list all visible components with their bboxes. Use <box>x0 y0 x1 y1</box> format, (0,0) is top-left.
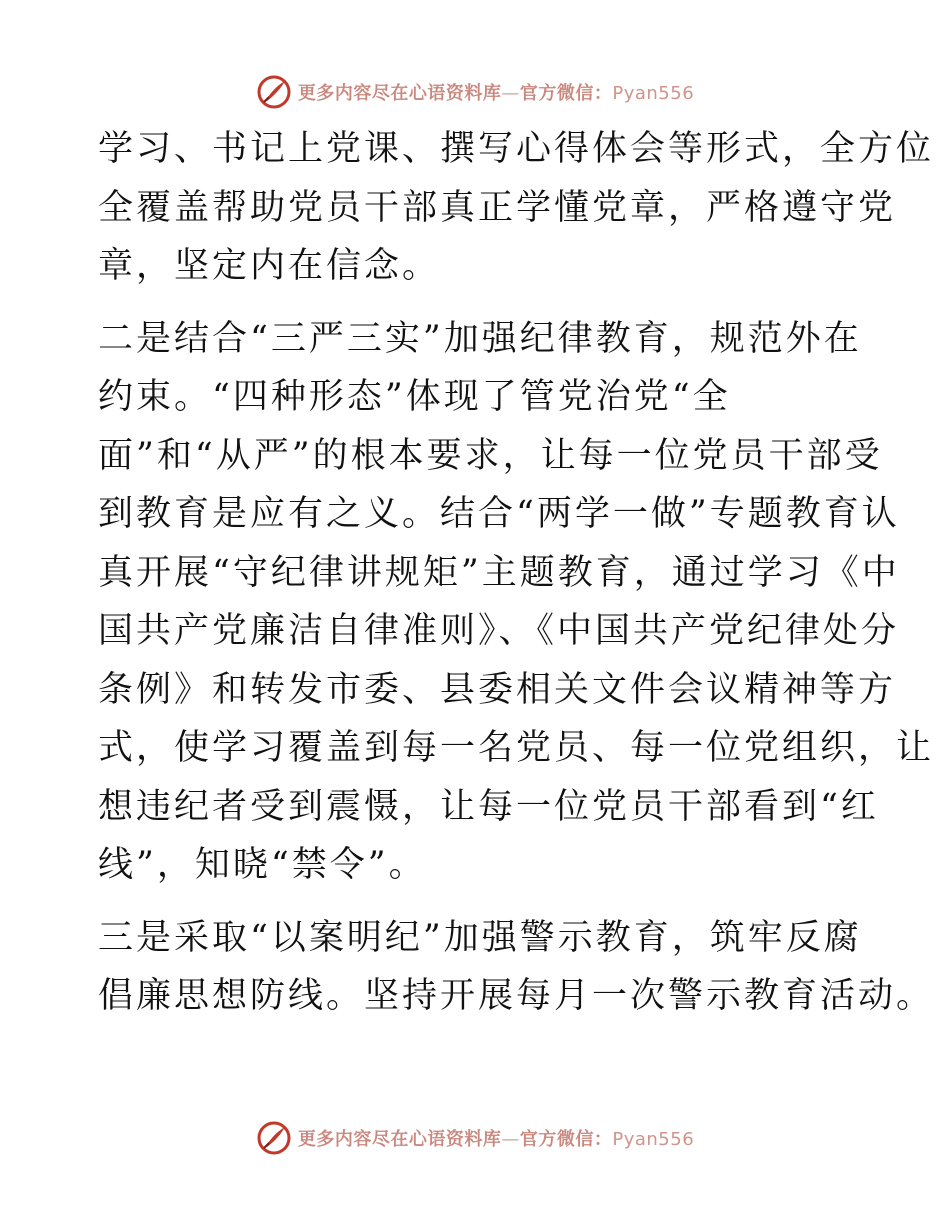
text-line: 到教育是应有之义。结合“两学一做”专题教育认 <box>98 494 900 534</box>
paragraph-1 <box>98 120 935 296</box>
text-line: 三是采取“以案明纪”加强警示教育，筑牢反腐 <box>98 917 862 958</box>
quill-logo-icon <box>256 74 292 110</box>
text-line: 学习、书记上党课、撰写心得体会等形式，全方位 <box>98 129 935 169</box>
watermark-account: Pyan556 <box>612 83 695 104</box>
text-line: 想违纪者受到震慑，让每一位党员干部看到“红 <box>98 786 879 827</box>
text-line: 二是结合“三严三实”加强纪律教育，规范外在 <box>98 318 862 359</box>
text-line: 国共产党廉洁自律准则》、《中国共产党纪律处分 <box>98 611 900 651</box>
watermark-separator: — <box>501 1129 520 1150</box>
text-line: 线”，知晓“禁令”。 <box>98 845 427 885</box>
text-line: 约束。“四种形态”体现了管党治党“全 <box>98 377 731 417</box>
text-line: 章，坚定内在信念。 <box>98 246 441 286</box>
header-watermark <box>0 72 950 112</box>
watermark-label: 官方微信： <box>519 1129 613 1150</box>
text-line: 倡廉思想防线。坚持开展每月一次警示教育活动。 <box>98 976 935 1016</box>
text-line: 全覆盖帮助党员干部真正学懂党章，严格遵守党 <box>98 187 897 228</box>
text-line: 面”和“从严”的根本要求，让每一位党员干部受 <box>98 435 883 476</box>
paragraph-3 <box>98 909 935 1026</box>
quill-logo-icon <box>256 1120 292 1156</box>
text-line: 式，使学习覆盖到每一名党员、每一位党组织，让 <box>98 728 935 768</box>
watermark-separator: — <box>501 83 520 104</box>
text-line: 真开展“守纪律讲规矩”主题教育，通过学习《中 <box>98 552 900 593</box>
watermark-account: Pyan556 <box>612 1129 695 1150</box>
watermark-cn: 更多内容尽在心语资料库 <box>297 83 502 104</box>
paragraph-gap <box>98 296 858 310</box>
paragraph-gap <box>98 895 858 909</box>
watermark-text <box>298 79 694 105</box>
watermark-label: 官方微信： <box>519 83 613 104</box>
footer-watermark <box>0 1118 950 1158</box>
watermark-text <box>298 1125 694 1151</box>
watermark-cn: 更多内容尽在心语资料库 <box>297 1129 502 1150</box>
text-line: 条例》和转发市委、县委相关文件会议精神等方 <box>98 669 897 710</box>
paragraph-2 <box>98 310 935 895</box>
document-body <box>98 120 935 1026</box>
